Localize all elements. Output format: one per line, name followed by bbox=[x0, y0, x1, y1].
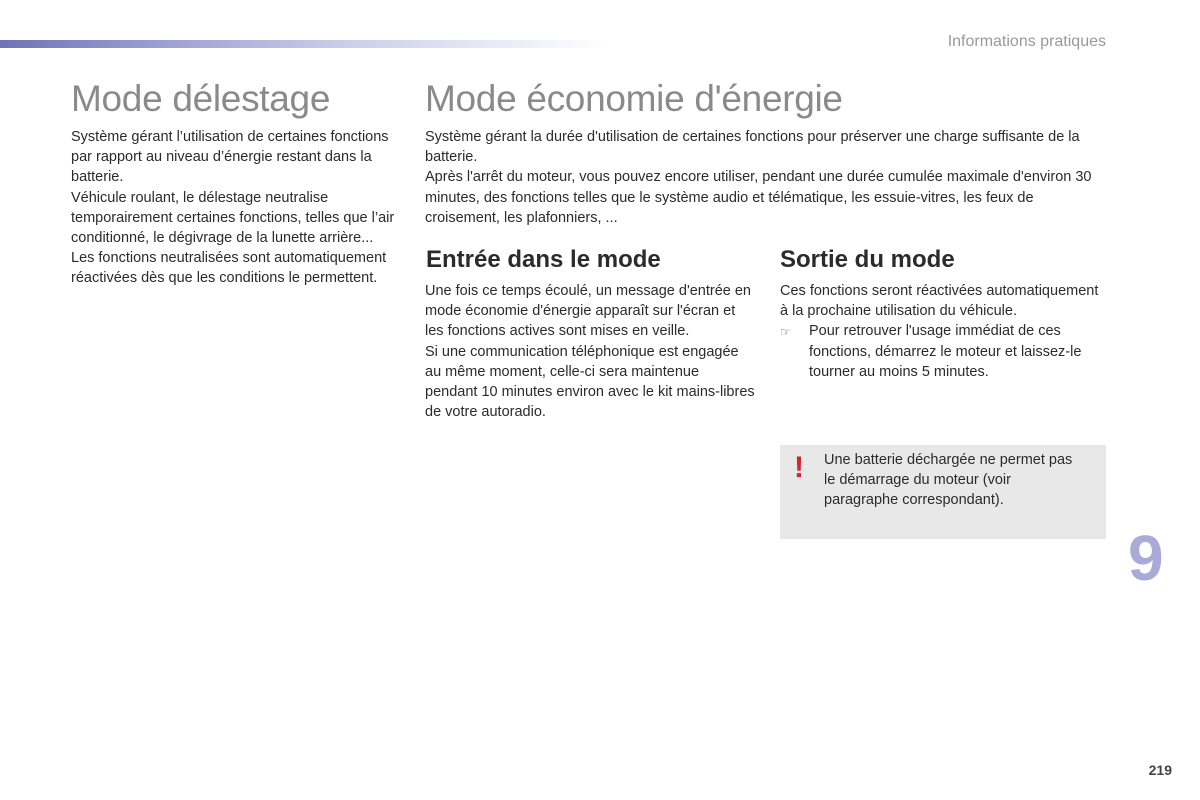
left-paragraph: Système gérant l’utilisation de certaines fonctions par rapport au niveau d’énergie restant dans la batterie. bbox=[71, 129, 389, 186]
page-number: 219 bbox=[1148, 762, 1172, 778]
entry-paragraph: Une fois ce temps écoulé, un message d'entrée en mode économie d'énergie apparaît sur l'écran et les fonctions actives sont mises en veille. bbox=[425, 283, 751, 340]
right-paragraph: Après l'arrêt du moteur, vous pouvez encore utiliser, pendant une durée cumulée maximale d'environ 30 minutes, des fonctions telles que le système audio et télématique, les essuie-vitres, les feux de croisement, les plafonniers, ... bbox=[425, 169, 1092, 226]
pointing-hand-icon: ☞ bbox=[780, 325, 791, 340]
right-title: Mode économie d'énergie bbox=[425, 78, 843, 119]
exit-bullet-text: Pour retrouver l'usage immédiat de ces fonctions, démarrez le moteur et laissez-le tourner au moins 5 minutes. bbox=[809, 323, 1082, 380]
exit-subtitle: Sortie du mode bbox=[780, 246, 955, 273]
warning-box bbox=[780, 445, 1106, 539]
header-gradient-bar bbox=[0, 40, 610, 48]
left-paragraph: Véhicule roulant, le délestage neutralise temporairement certaines fonctions, telles que l’air conditionné, le dégivrage de la lunette arrière... bbox=[71, 189, 395, 247]
left-paragraph: Les fonctions neutralisées sont automatiquement réactivées dès que les conditions le permettent. bbox=[71, 250, 387, 287]
left-title: Mode délestage bbox=[71, 78, 331, 119]
exit-paragraph: Ces fonctions seront réactivées automatiquement à la prochaine utilisation du véhicule. bbox=[780, 283, 1099, 320]
exit-body bbox=[780, 281, 1106, 382]
entry-paragraph: Si une communication téléphonique est engagée au même moment, celle-ci sera maintenue pendant 10 minutes environ avec le kit mains-libres de votre autoradio. bbox=[425, 343, 755, 421]
exclamation-icon: ! bbox=[794, 451, 804, 484]
entry-body bbox=[425, 281, 755, 422]
chapter-number: 9 bbox=[1128, 522, 1164, 594]
exit-bullet bbox=[780, 321, 1106, 382]
entry-subtitle: Entrée dans le mode bbox=[426, 246, 661, 273]
right-intro bbox=[425, 127, 1100, 228]
left-body bbox=[71, 127, 397, 289]
section-header: Informations pratiques bbox=[947, 33, 1106, 50]
right-paragraph: Système gérant la durée d'utilisation de certaines fonctions pour préserver une charge suffisante de la batterie. bbox=[425, 129, 1080, 166]
warning-text: Une batterie déchargée ne permet pas le démarrage du moteur (voir paragraphe correspondant). bbox=[824, 452, 1073, 509]
